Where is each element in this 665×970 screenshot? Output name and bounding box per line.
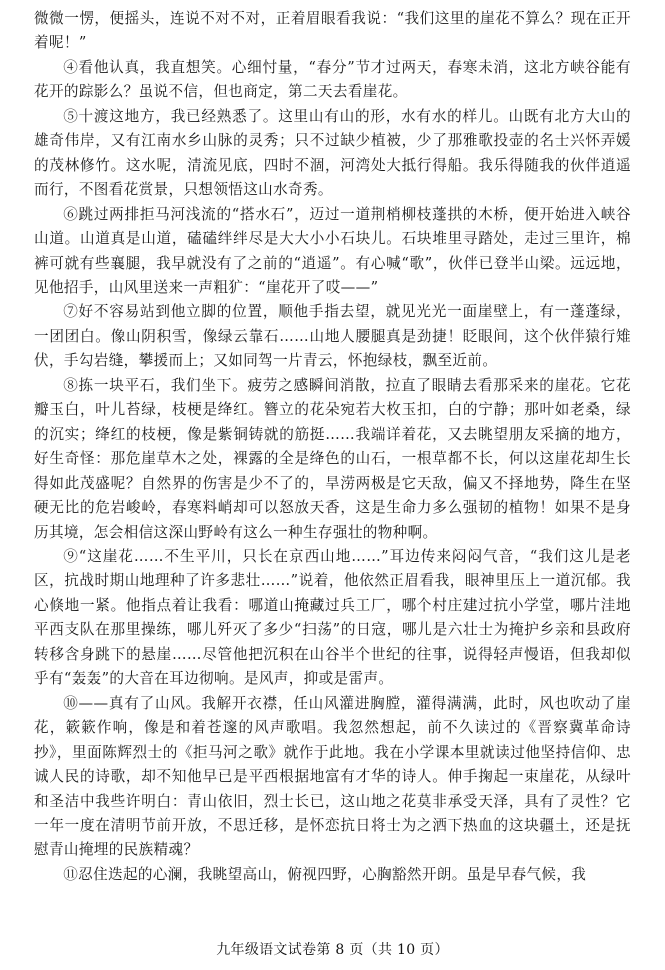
paragraph-5: ⑤十渡这地方，我已经熟悉了。这里山有山的形，水有水的样儿。山既有北方大山的雄奇伟岸，又有江南水乡山脉的灵秀；只不过缺少植被，少了那雅歌投壶的名士兴怀弄媛的茂林修竹。这水呢，清流见底，四时不涸，河湾处大抵行得船。我乐得随我的伙伴逍遥而行，不图看花赏景，只想领悟这山水奇秀。 <box>34 107 631 199</box>
paragraph-9: ⑨“这崖花……不生平川，只长在京西山地……”耳边传来闷闷气音，“我们这儿是老区，抗战时期山地理种了许多悲壮……”说着，他依然正眉看我，眼神里压上一道沉郁。我心倏地一紧。他指点着让我看：哪道山掩藏过兵工厂，哪个村庄建过抗小学堂，哪片洼地平西支队在那里操练，哪儿歼灭了多少“扫荡”的日寇，哪儿是六壮士为掩护乡亲和县政府转移含身跳下的悬崖……尽管他把沉积在山谷半个世纪的往事，说得轻声慢语，但我却似乎有“轰轰”的大音在耳边彻响。是风声，抑或是雷声。 <box>34 547 631 688</box>
paragraph-11: ⑪忍住迭起的心澜，我眺望高山，俯视四野，心胸豁然开朗。虽是早春气候，我 <box>63 865 587 883</box>
paragraph-4: ④看他认真，我直想笑。心细忖量，“春分”节才过两天，春寒未消，这北方峡谷能有花开的踪影么？虽说不信，但也商定，第二天去看崖花。 <box>34 58 631 101</box>
paragraph-continued: 微微一愣，便摇头，连说不对不对，正着眉眼看我说：“我们这里的崖花不算么？现在正开着呢！” <box>34 10 631 52</box>
paragraph-6: ⑥跳过两排拒马河浅流的“搭水石”，迈过一道荆梢柳枝蓬拱的木桥，便开始进入峡谷山道。山道真是山道，磕磕绊绊尽是大大小小石块儿。石块堆里寻踏处，走过三里许，棉裤可就有些襄腿，我早就没有了之前的“逍遥”。有心喊“歌”，伙伴已登半山梁。远远地，见他招手，山风里送来一声粗犷：“崖花开了哎——” <box>34 205 631 296</box>
page-footer: 九年级语文试卷第 8 页（共 10 页） <box>216 942 449 958</box>
paragraph-8: ⑧拣一块平石，我们坐下。疲劳之感瞬间消散，拉直了眼睛去看那采来的崖花。它花瓣玉白，叶儿苔绿，枝梗是绛红。簪立的花朵宛若大枚玉扣，白的宁静；那叶如老桑，绿的沉实；绛红的枝梗，像是紫铜铸就的筋挺……我端详着花，又去眺望朋友采摘的地方，好生奇怪：那危崖草木之处，裸露的全是绛色的山石，一根草都不长，何以这崖花却生长得如此茂盛呢？自然界的伤害是少不了的，旱涝两极是它天敌，偏又不择地势，降生在坚硬无比的危岩峻岭，春寒料峭却可以怒放天香，这是生命力多么强韧的植物！如果不是身历其境，怎会相信这深山野岭有这么一种生存强壮的物种啊。 <box>34 376 631 541</box>
paragraph-7: ⑦好不容易站到他立脚的位置，顺他手指去望，就见光光一面崖壁上，有一蓬蓬绿，一团团白。像山阴积雪，像绿云靠石……山地人腰腿真是劲捷！眨眼间，这个伙伴猿行雉伏，手勾岩缝，攀援而上；又如同驾一片青云，怀抱绿枝，飘至近前。 <box>34 303 631 370</box>
paragraph-10: ⑩——真有了山风。我解开衣襟，任山风灌进胸膛，灌得满满，此时，风也吹动了崖花，簌簌作响，像是和着苍邃的风声歌唱。我忽然想起，前不久读过的《晋察冀革命诗抄》，里面陈辉烈士的《拒马河之歌》就作于此地。我在小学课本里就读过他坚持信仰、忠诚人民的诗歌，却不知他早已是平西根据地富有才华的诗人。伸手掬起一束崖花，从绿叶和圣洁中我些许明白：青山依旧，烈士长已，这山地之花莫非承受天泽，具有了灵性？它一年一度在清明节前开放，不思迁移，是怀恋抗日将士为之洒下热血的这块疆土，还是抚慰青山掩埋的民族精魂？ <box>34 694 631 859</box>
essay-body <box>34 7 631 887</box>
